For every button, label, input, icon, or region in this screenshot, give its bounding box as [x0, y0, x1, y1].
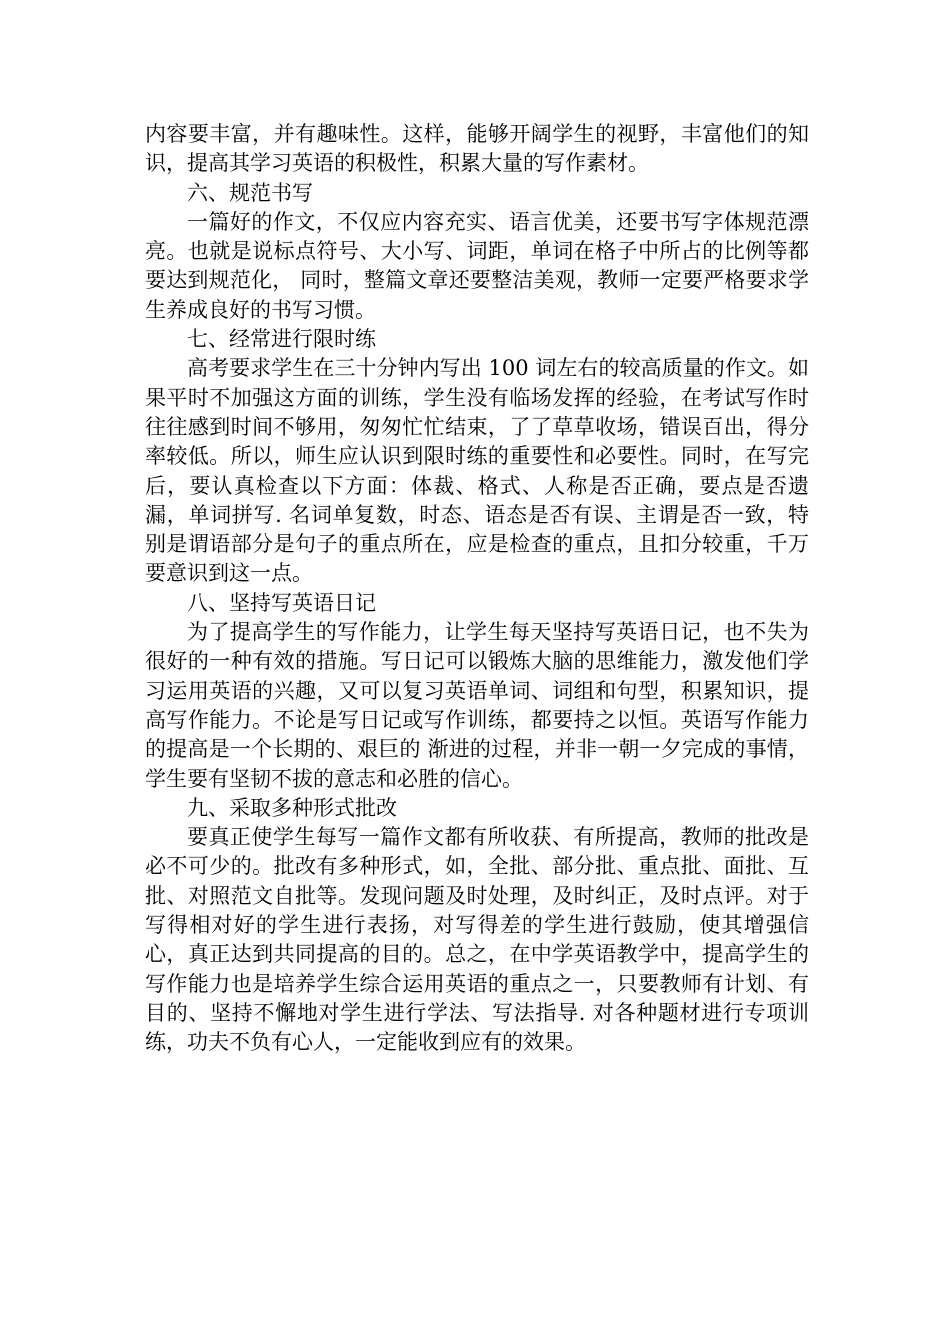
- section-heading-6: 六、规范书写: [187, 180, 313, 205]
- paragraph-section-9: 要真正使学生每写一篇作文都有所收获、有所提高，教师的批改是必不可少的。批改有多种形式，如，全批、部分批、重点批、面批、互批、对照范文自批等。发现问题及时处理，及时纠正，及时点评。对于写得相对好的学生进行表扬，对写得差的学生进行鼓励，使其增强信心，真正达到共同提高的目的。总之，在中学英语教学中，提高学生的写作能力也是培养学生综合运用英语的重点之一，只要教师有计划、有目的、坚持不懈地对学生进行学法、写法指导. 对各种题材进行专项训练，功夫不负有心人，一定能收到应有的效果。: [145, 825, 809, 1055]
- section-heading-9: 九、采取多种形式批改: [187, 795, 397, 820]
- section-heading-8: 八、坚持写英语日记: [187, 590, 376, 615]
- paragraph-continued: 内容要丰富，并有趣味性。这样，能够开阔学生的视野，丰富他们的知识，提高其学习英语的积极性，积累大量的写作素材。: [145, 122, 809, 176]
- section-heading-7: 七、经常进行限时练: [187, 327, 376, 352]
- paragraph-section-6: 一篇好的作文，不仅应内容充实、语言优美，还要书写字体规范漂亮。也就是说标点符号、大小写、词距，单词在格子中所占的比例等都要达到规范化， 同时，整篇文章还要整洁美观，教师一定要严格要求学生养成良好的书写习惯。: [145, 209, 809, 322]
- paragraph-section-8: 为了提高学生的写作能力，让学生每天坚持写英语日记，也不失为很好的一种有效的措施。写日记可以锻炼大脑的思维能力，激发他们学习运用英语的兴趣，又可以复习英语单词、词组和句型，积累知识，提高写作能力。不论是写日记或写作训练，都要持之以恒。英语写作能力的提高是一个长期的、艰巨的 渐进的过程，并非一朝一夕完成的事情，学生要有坚韧不拔的意志和必胜的信心。: [145, 620, 809, 791]
- paragraph-section-7: 高考要求学生在三十分钟内写出 100 词左右的较高质量的作文。如果平时不加强这方面的训练，学生没有临场发挥的经验，在考试写作时往往感到时间不够用，匆匆忙忙结束，了了草草收场，错误百出，得分率较低。所以，师生应认识到限时练的重要性和必要性。同时，在写完后，要认真检查以下方面：体裁、格式、人称是否正确，要点是否遗漏，单词拼写. 名词单复数，时态、语态是否有误、主谓是否一致，特别是谓语部分是句子的重点所在，应是检查的重点，且扣分较重，千万要意识到这一点。: [145, 356, 809, 586]
- document-page: [145, 120, 809, 1058]
